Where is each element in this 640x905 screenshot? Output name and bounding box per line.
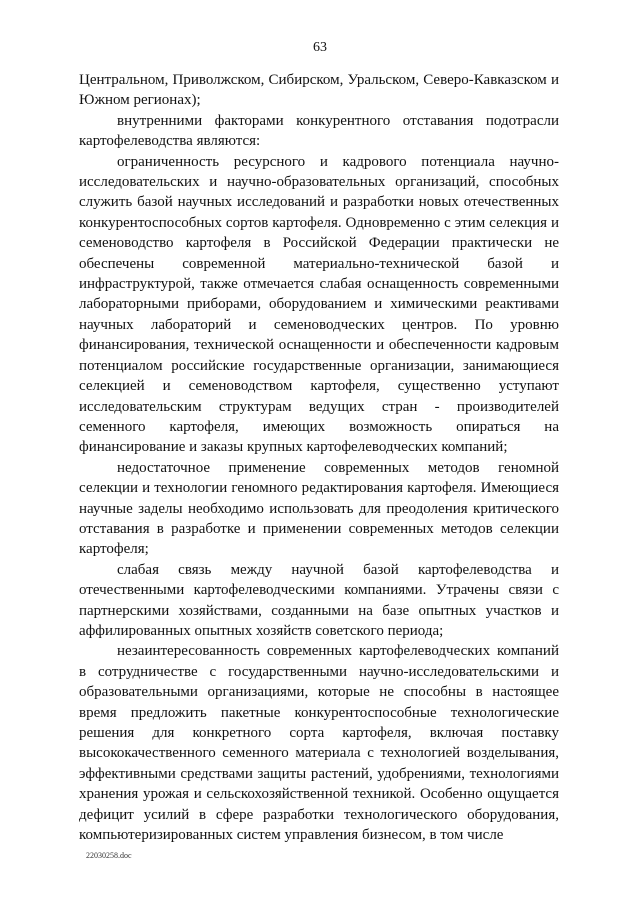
document-file-code: 22030258.doc [86, 851, 132, 860]
paragraph-limited-potential: ограниченность ресурсного и кадрового потенциала научно-исследовательских и научно-образовательных организаций, способных служить базой научных исследований и разработки новых отечественных конкурентоспособных сортов картофеля. Одновременно с этим селекция и семеноводство картофеля в Российской Федерации практически не обеспечены современной материально-технической базой и инфраструктурой, также отмечается слабая оснащенность современными лабораторными приборами, оборудованием и химическими реактивами научных лабораторий и семеноводческих центров. По уровню финансирования, технической оснащенности и обеспеченности кадровым потенциалом российские государственные организации, занимающиеся селекцией и семеноводством картофеля, существенно уступают исследовательским структурам ведущих стран - производителей семенного картофеля, имеющих возможность опираться на финансирование и заказы крупных картофелеводческих компаний; [79, 153, 559, 456]
paragraph-regions-continuation: Центральном, Приволжском, Сибирском, Уральском, Северо-Кавказском и Южном регионах); [79, 72, 559, 109]
page-number: 63 [313, 40, 327, 55]
paragraph-internal-factors-intro: внутренними факторами конкурентного отставания подотрасли картофелеводства являются: [79, 112, 559, 150]
document-body [79, 70, 559, 845]
paragraph-genomic-selection: недостаточное применение современных методов геномной селекции и технологии геномного редактирования картофеля. Имеющиеся научные заделы необходимо использовать для преодоления критического отставания в разработке и применении современных методов селекции картофеля; [79, 459, 559, 558]
paragraph-lack-of-interest: незаинтересованность современных картофелеводческих компаний в сотрудничестве с государственными научно-исследовательскими и образовательными организациями, которые не способны в настоящее время предложить пакетные конкурентоспособные технологические решения для конкретного сорта картофеля, включая поставку высококачественного семенного материала с технологией возделывания, эффективными средствами защиты растений, удобрениями, технологиями хранения урожая и сельскохозяйственной техникой. Особенно ощущается дефицит усилий в сфере разработки технологического оборудования, компьютеризированных систем управления бизнесом, в том числе [79, 643, 559, 844]
paragraph-weak-link: слабая связь между научной базой картофелеводства и отечественными картофелеводческими компаниями. Утрачены связи с партнерскими хозяйствами, созданными на базе опытных участков и аффилированных опытных хозяйств советского периода; [79, 561, 559, 639]
